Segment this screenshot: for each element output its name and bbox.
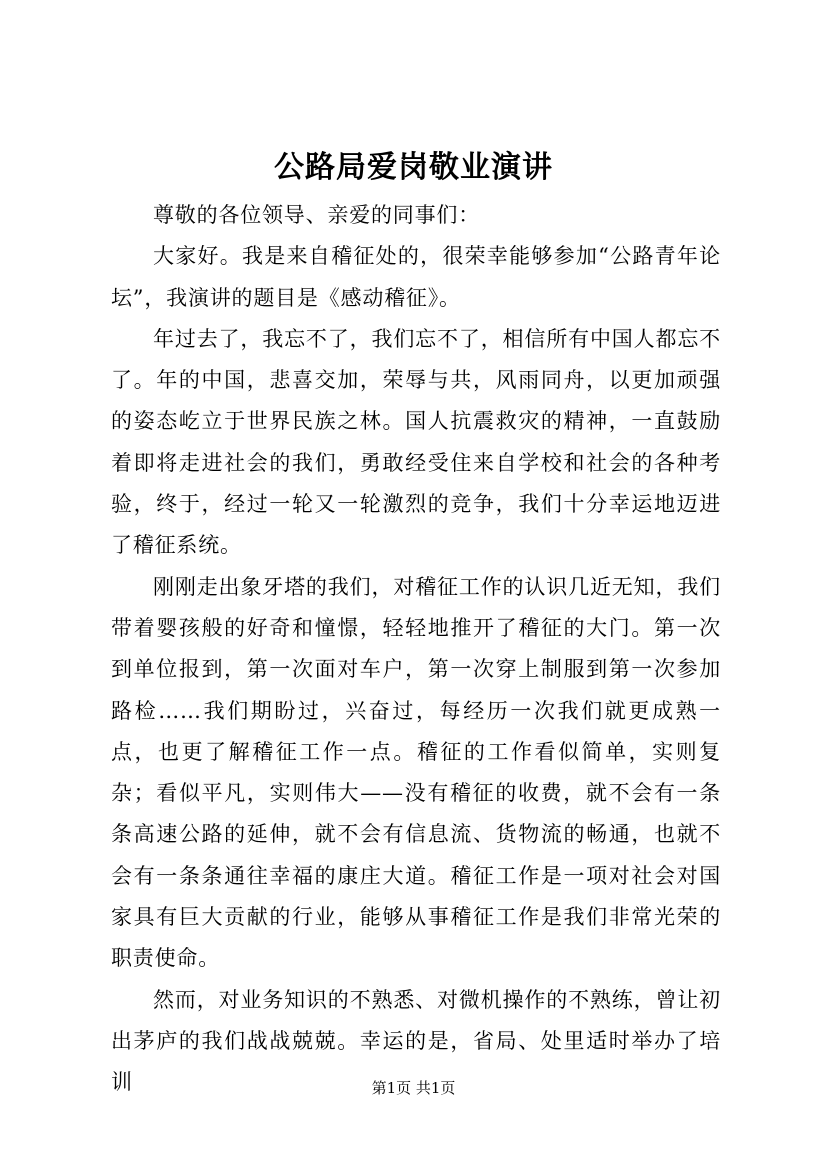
paragraph-greeting: 大家好。我是来自稽征处的，很荣幸能够参加“公路青年论坛”，我演讲的题目是《感动稽征》。 bbox=[111, 244, 721, 310]
paragraph-experience: 刚刚走出象牙塔的我们，对稽征工作的认识几近无知，我们带着婴孩般的好奇和憧憬，轻轻地推开了稽征的大门。第一次到单位报到，第一次面对车户，第一次穿上制服到第一次参加路检……我们期盼过，兴奋过，每经历一次我们就更成熟一点，也更了解稽征工作一点。稽征的工作看似简单，实则复杂；看似平凡，实则伟大——没有稽征的收费，就不会有一条条高速公路的延伸，就不会有信息流、货物流的畅通，也就不会有一条条通往幸福的康庄大道。稽征工作是一项对社会对国家具有巨大贡献的行业，能够从事稽征工作是我们非常光荣的职责使命。 bbox=[111, 574, 721, 971]
document-title: 公路局爱岗敬业演讲 bbox=[274, 150, 553, 185]
paragraph-salutation: 尊敬的各位领导、亲爱的同事们： bbox=[153, 203, 480, 227]
paragraph-training: 然而，对业务知识的不熟悉、对微机操作的不熟练，曾让初出茅庐的我们战战兢兢。幸运的是，省局、处里适时举办了培训 bbox=[111, 987, 721, 1095]
paragraph-memory: 年过去了，我忘不了，我们忘不了，相信所有中国人都忘不了。年的中国，悲喜交加，荣辱与共，风雨同舟，以更加顽强的姿态屹立于世界民族之林。国人抗震救灾的精神，一直鼓励着即将走进社会的我们，勇敢经受住来自学校和社会的各种考验，终于，经过一轮又一轮激烈的竞争，我们十分幸运地迈进了稽征系统。 bbox=[111, 326, 721, 558]
document-body bbox=[111, 195, 721, 1104]
page-footer: 第1页 共1页 bbox=[371, 1079, 456, 1097]
